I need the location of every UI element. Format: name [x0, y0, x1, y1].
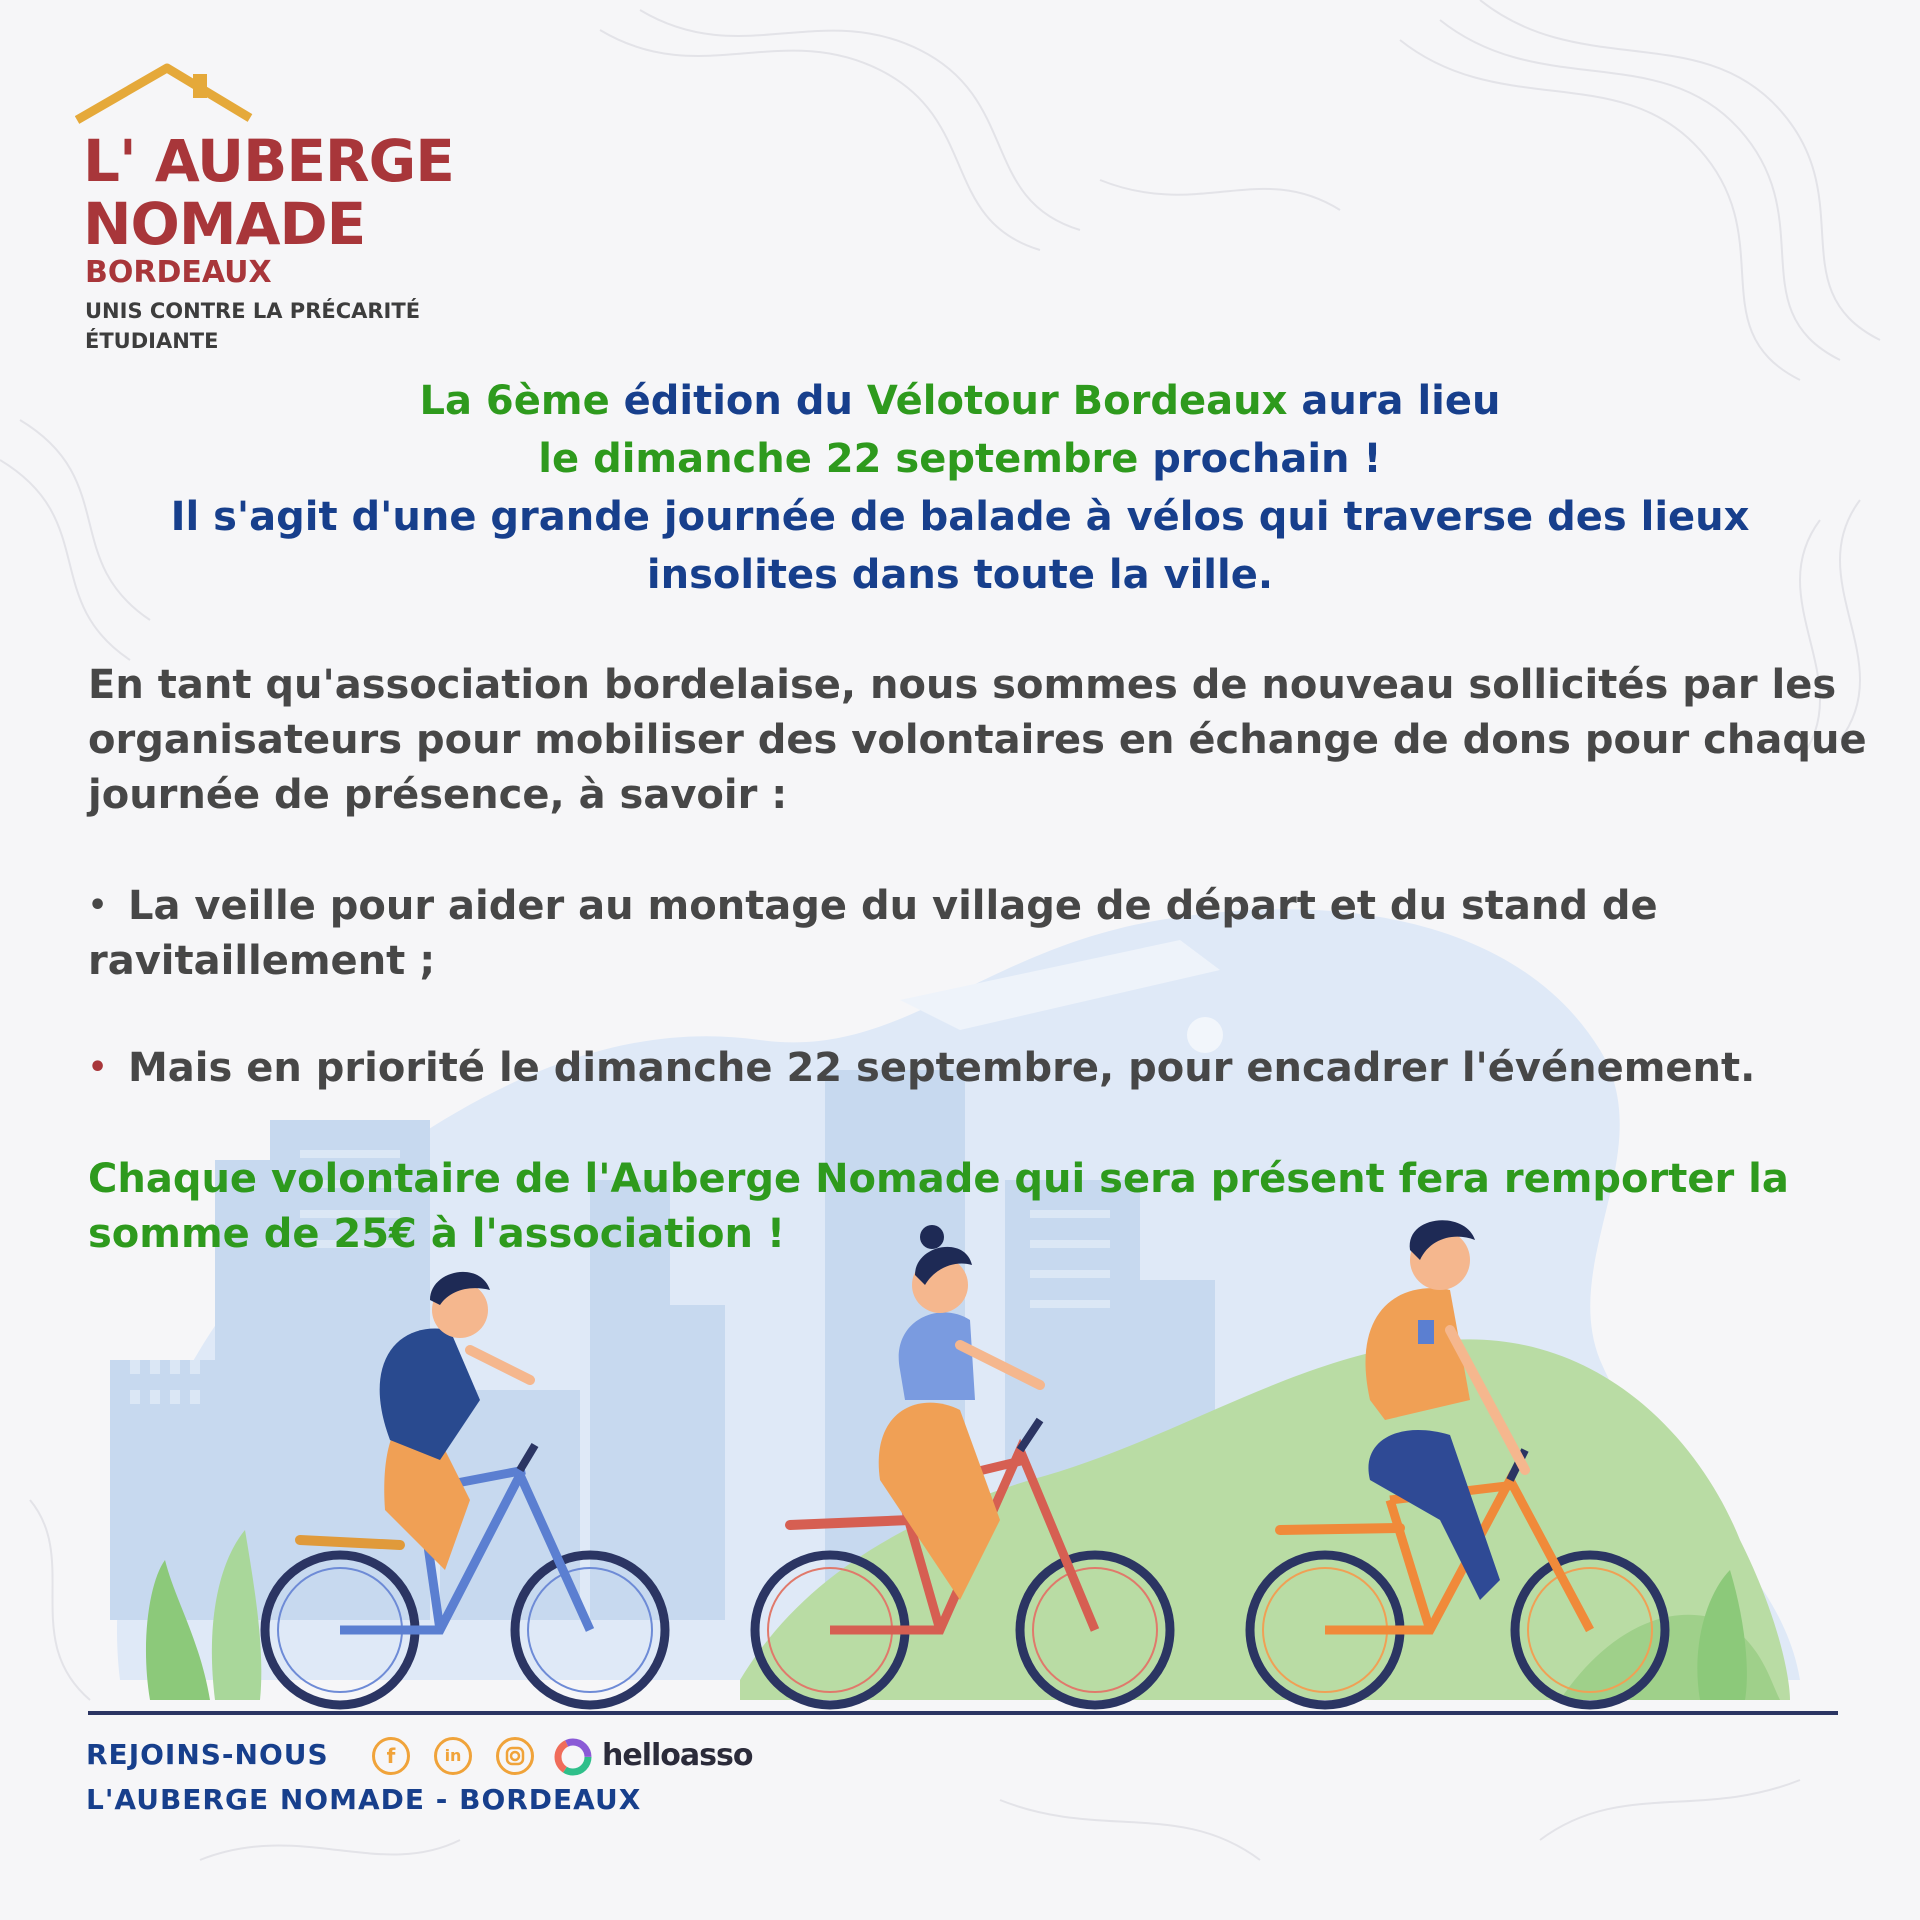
cyclists-illustration: [0, 880, 1920, 1720]
headline-part: aura lieu: [1287, 378, 1501, 424]
headline-part: prochain !: [1138, 436, 1382, 482]
headline: [60, 372, 1860, 604]
bullet-icon: •: [88, 888, 108, 923]
helloasso-label[interactable]: helloasso: [602, 1738, 753, 1773]
intro-paragraph: En tant qu'association bordelaise, nous sommes de nouveau sollicités par les organisateurs pour mobiliser des volontaires en échange de dons pour chaque journée de présence, à savoir :: [88, 662, 1867, 818]
headline-line1: [60, 372, 1860, 430]
bullet-icon: •: [88, 1050, 108, 1085]
join-us-label: REJOINS-NOUS: [86, 1738, 329, 1771]
brand-logo: [75, 60, 495, 360]
headline-part: Vélotour Bordeaux: [866, 378, 1288, 424]
closing-statement: Chaque volontaire de l'Auberge Nomade qui sera présent fera remporter la somme de 25€ à l'association !: [88, 1156, 1789, 1257]
headline-part: La 6ème: [419, 378, 624, 424]
footer-divider: [88, 1711, 1838, 1715]
logo-city: BORDEAUX: [85, 255, 272, 290]
headline-line3: Il s'agit d'une grande journée de balade à vélos qui traverse des lieux: [170, 494, 1750, 540]
headline-part: le dimanche 22 septembre: [538, 436, 1139, 482]
logo-title-line2: NOMADE: [83, 190, 366, 258]
org-name-label: L'AUBERGE NOMADE - BORDEAUX: [86, 1783, 642, 1816]
facebook-icon[interactable]: f: [372, 1737, 410, 1775]
headline-line4: insolites dans toute la ville.: [646, 552, 1274, 598]
logo-tagline: UNIS CONTRE LA PRÉCARITÉ ÉTUDIANTE: [85, 299, 421, 353]
headline-line2: [60, 430, 1860, 488]
instagram-glyph: [505, 1746, 525, 1766]
bullet-item: [88, 1040, 1868, 1096]
house-roof-icon: [75, 60, 255, 130]
bullet-item: [88, 878, 1868, 989]
helloasso-icon[interactable]: [552, 1736, 594, 1778]
bullet-text: La veille pour aider au montage du village de départ et du stand de ravitaillement ;: [88, 883, 1658, 984]
logo-title-line1: L' AUBERGE: [83, 127, 454, 195]
bullet-text: Mais en priorité le dimanche 22 septembre, pour encadrer l'événement.: [128, 1045, 1756, 1091]
instagram-icon[interactable]: [496, 1737, 534, 1775]
linkedin-icon[interactable]: in: [434, 1737, 472, 1775]
headline-part: édition du: [623, 378, 867, 424]
